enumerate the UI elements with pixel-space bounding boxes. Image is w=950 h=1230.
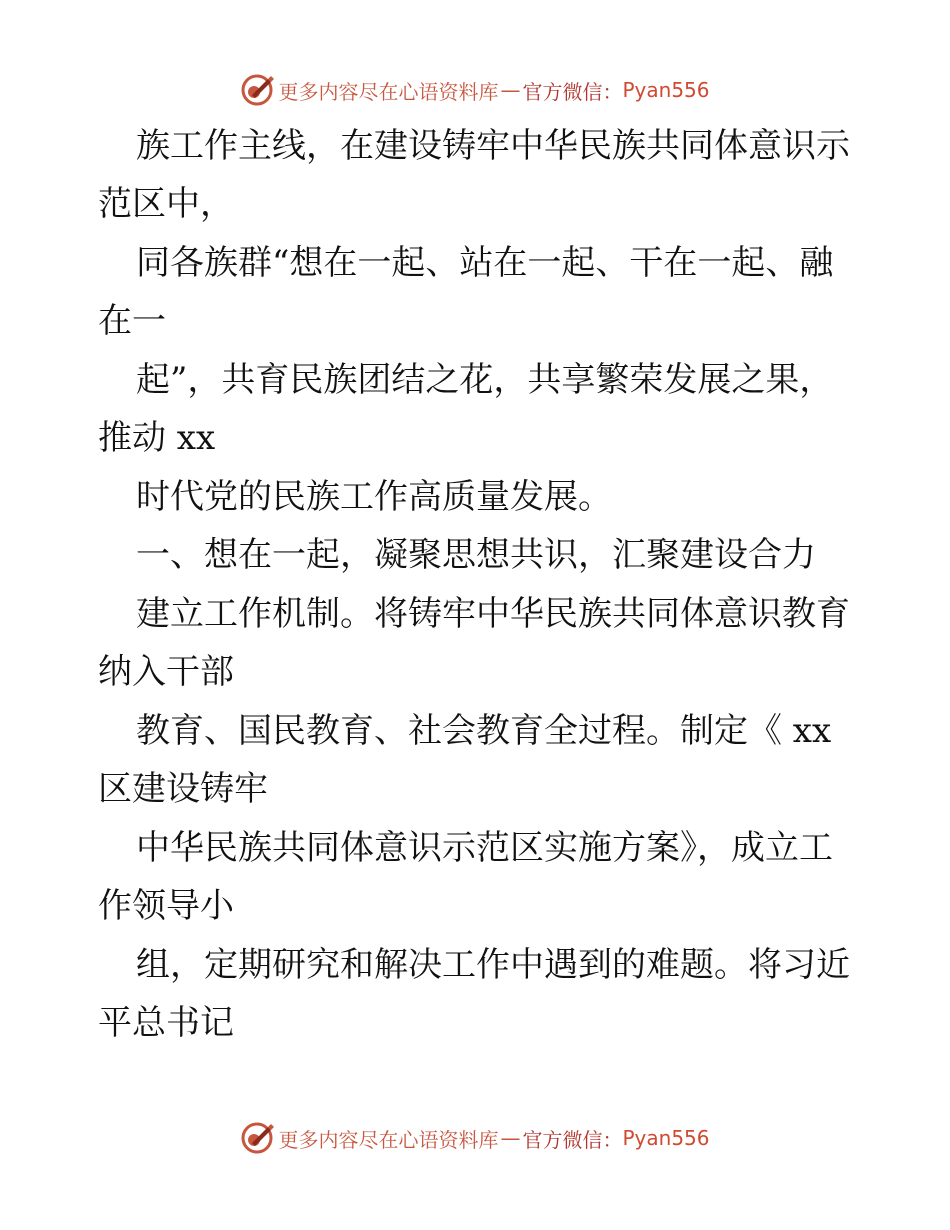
text-line: 时代党的民族工作高质量发展。 (136, 477, 612, 517)
pen-logo-icon (240, 73, 274, 107)
footer-wechat-id: Pyan556 (622, 1126, 710, 1150)
text-line: 范区中， (98, 184, 234, 224)
text-line: 平总书记 (98, 1003, 234, 1043)
text-line: 同各族群“想在一起、站在一起、干在一起、融 (136, 243, 834, 283)
header-banner (0, 70, 950, 110)
text-line: 区建设铸牢 (98, 769, 268, 809)
text-line: 起”，共育民族团结之花，共享繁荣发展之果， (136, 360, 834, 400)
text-line: 组，定期研究和解决工作中遇到的难题。将习近 (136, 945, 850, 985)
text-line: 教育、国民教育、社会教育全过程。制定《 xx (136, 711, 832, 751)
footer-official-label: 官方微信： (522, 1127, 623, 1152)
text-line: 作领导小 (98, 886, 234, 926)
header-wechat-id: Pyan556 (622, 78, 710, 102)
footer-separator: — (500, 1126, 521, 1150)
footer-library-text: 更多内容尽在心语资料库 (278, 1127, 499, 1152)
text-line: 纳入干部 (98, 652, 234, 692)
header-separator: — (500, 78, 521, 102)
text-line: 族工作主线，在建设铸牢中华民族共同体意识示 (136, 126, 850, 166)
text-line: 推动 xx (98, 418, 216, 458)
section-heading: 一、想在一起，凝聚思想共识，汇聚建设合力 (136, 535, 816, 575)
text-line: 在一 (98, 301, 166, 341)
header-official-label: 官方微信： (522, 79, 623, 104)
text-line: 中华民族共同体意识示范区实施方案》，成立工 (136, 828, 833, 868)
header-library-text: 更多内容尽在心语资料库 (278, 79, 499, 104)
footer-banner (0, 1118, 950, 1158)
text-line: 建立工作机制。将铸牢中华民族共同体意识教育 (136, 594, 850, 634)
pen-logo-icon (240, 1121, 274, 1155)
